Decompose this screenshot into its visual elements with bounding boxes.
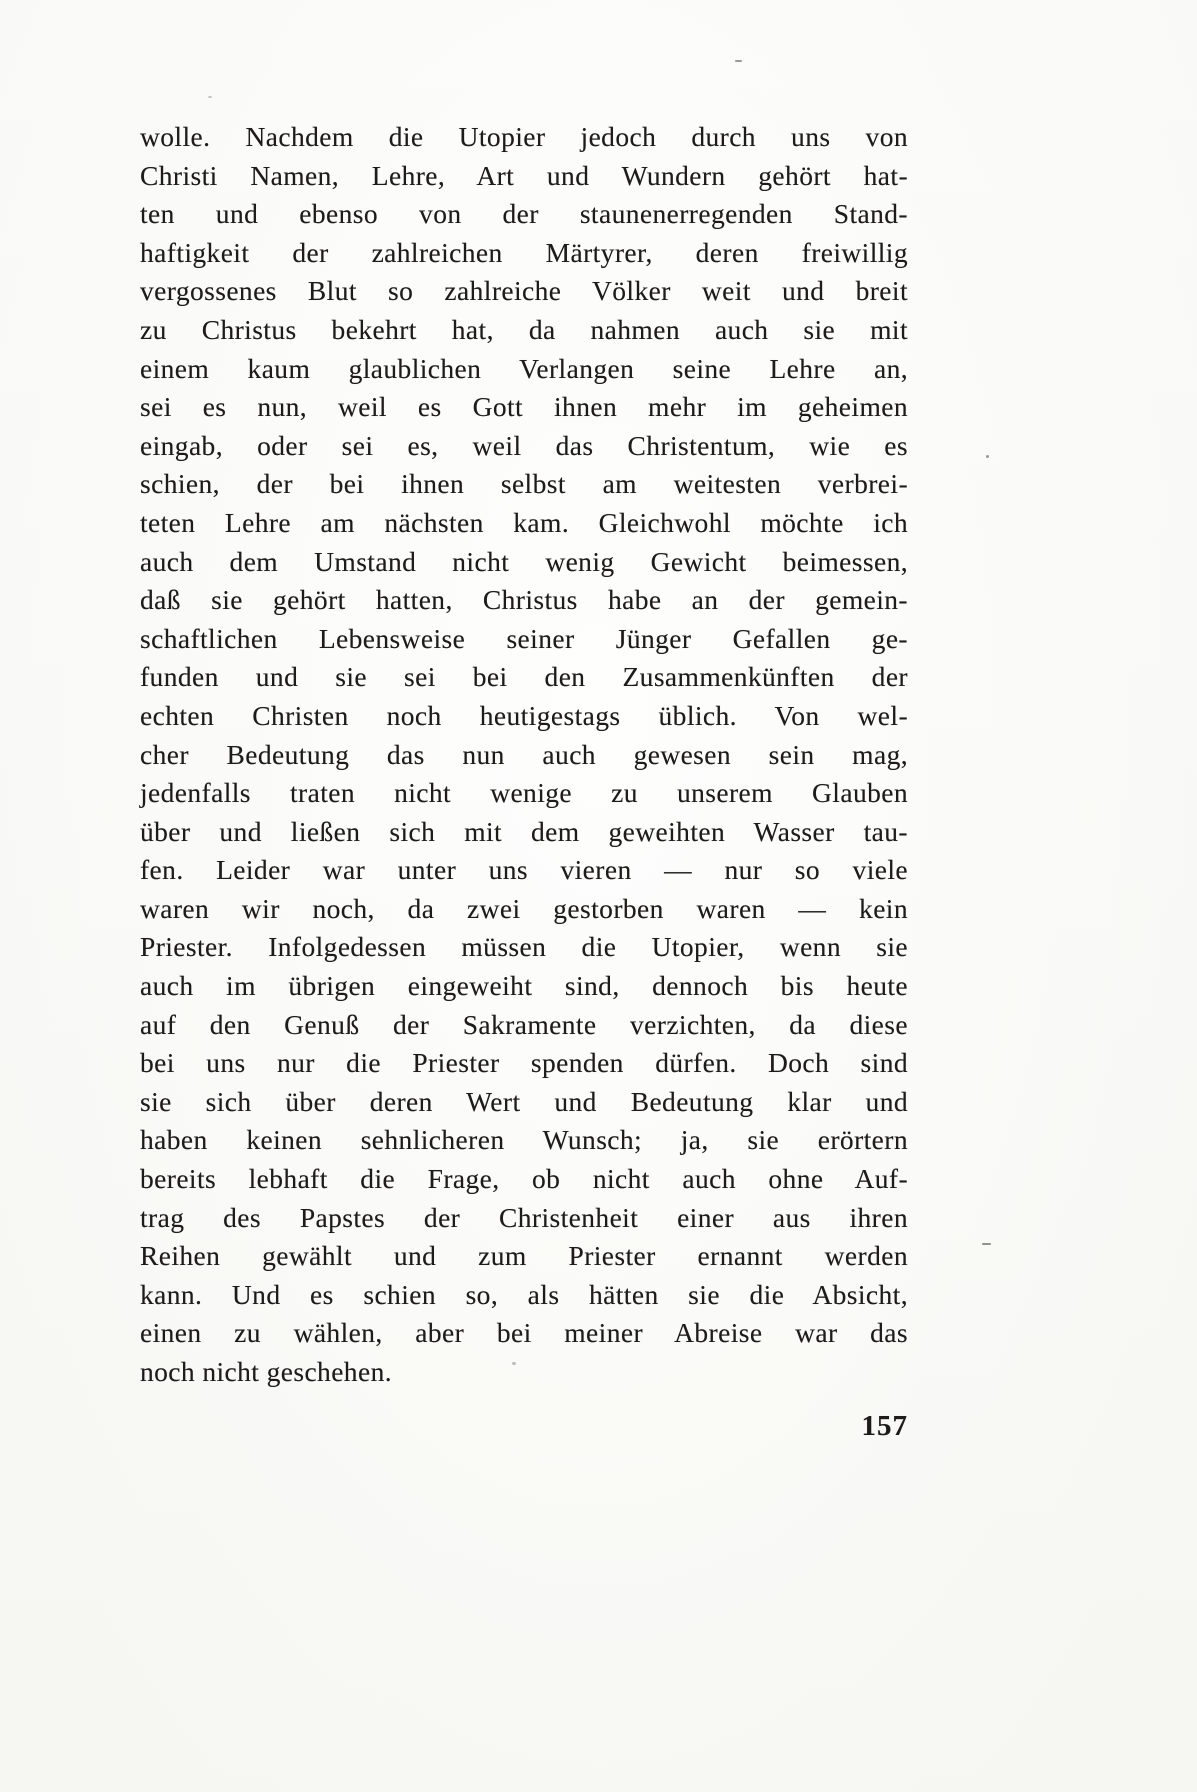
- text-line: echten Christen noch heutigestags üblich. Von wel-: [140, 699, 908, 731]
- scan-speck: [735, 60, 742, 62]
- scan-speck: [986, 455, 989, 458]
- text-line: trag des Papstes der Christenheit einer aus ihren: [140, 1201, 908, 1233]
- text-line: kann. Und es schien so, als hätten sie die Absicht,: [140, 1278, 908, 1310]
- text-line: zu Christus bekehrt hat, da nahmen auch sie mit: [140, 313, 908, 345]
- text-line: haftigkeit der zahlreichen Märtyrer, deren freiwillig: [140, 236, 908, 268]
- text-line: cher Bedeutung das nun auch gewesen sein mag,: [140, 738, 908, 770]
- text-line: auch im übrigen eingeweiht sind, dennoch bis heute: [140, 970, 908, 1002]
- text-line: schaftlichen Lebensweise seiner Jünger Gefallen ge-: [140, 622, 908, 654]
- text-line: eingab, oder sei es, weil das Christentum, wie es: [140, 429, 908, 461]
- text-line: wolle. Nachdem die Utopier jedoch durch uns von: [140, 121, 908, 152]
- scan-speck: [208, 96, 212, 98]
- text-line: bei uns nur die Priester spenden dürfen. Doch sind: [140, 1047, 908, 1079]
- text-line: ten und ebenso von der staunenerregenden Stand-: [140, 198, 908, 230]
- scan-speck: [512, 1362, 516, 1365]
- text-line: Priester. Infolgedessen müssen die Utopier, wenn sie: [140, 931, 908, 963]
- text-line: teten Lehre am nächsten kam. Gleichwohl möchte ich: [140, 506, 908, 538]
- text-line: jedenfalls traten nicht wenige zu unserem Glauben: [140, 777, 908, 809]
- body-text: [140, 118, 908, 1392]
- text-line: daß sie gehört hatten, Christus habe an der gemein-: [140, 584, 908, 616]
- text-line: über und ließen sich mit dem geweihten Wasser tau-: [140, 815, 908, 847]
- text-line: einem kaum glaublichen Verlangen seine Lehre an,: [140, 352, 908, 384]
- text-line: fen. Leider war unter uns vieren — nur so viele: [140, 854, 908, 886]
- text-line: funden und sie sei bei den Zusammenkünften der: [140, 661, 908, 693]
- text-line: haben keinen sehnlicheren Wunsch; ja, sie erörtern: [140, 1124, 908, 1156]
- text-line: Reihen gewählt und zum Priester ernannt werden: [140, 1240, 908, 1272]
- text-line: noch nicht geschehen.: [140, 1356, 392, 1387]
- text-line: bereits lebhaft die Frage, ob nicht auch ohne Auf-: [140, 1163, 908, 1195]
- text-line: Christi Namen, Lehre, Art und Wundern gehört hat-: [140, 159, 908, 191]
- text-line: einen zu wählen, aber bei meiner Abreise war das: [140, 1317, 908, 1349]
- scan-speck: [982, 1243, 991, 1245]
- text-line: auch dem Umstand nicht wenig Gewicht beimessen,: [140, 545, 908, 577]
- text-line: schien, der bei ihnen selbst am weitesten verbrei-: [140, 468, 908, 500]
- text-line: sie sich über deren Wert und Bedeutung klar und: [140, 1085, 908, 1117]
- text-line: sei es nun, weil es Gott ihnen mehr im geheimen: [140, 391, 908, 423]
- text-line: auf den Genuß der Sakramente verzichten, da diese: [140, 1008, 908, 1040]
- page-number: 157: [861, 1410, 908, 1442]
- text-line: waren wir noch, da zwei gestorben waren — kein: [140, 892, 908, 924]
- text-line: vergossenes Blut so zahlreiche Völker weit und breit: [140, 275, 908, 307]
